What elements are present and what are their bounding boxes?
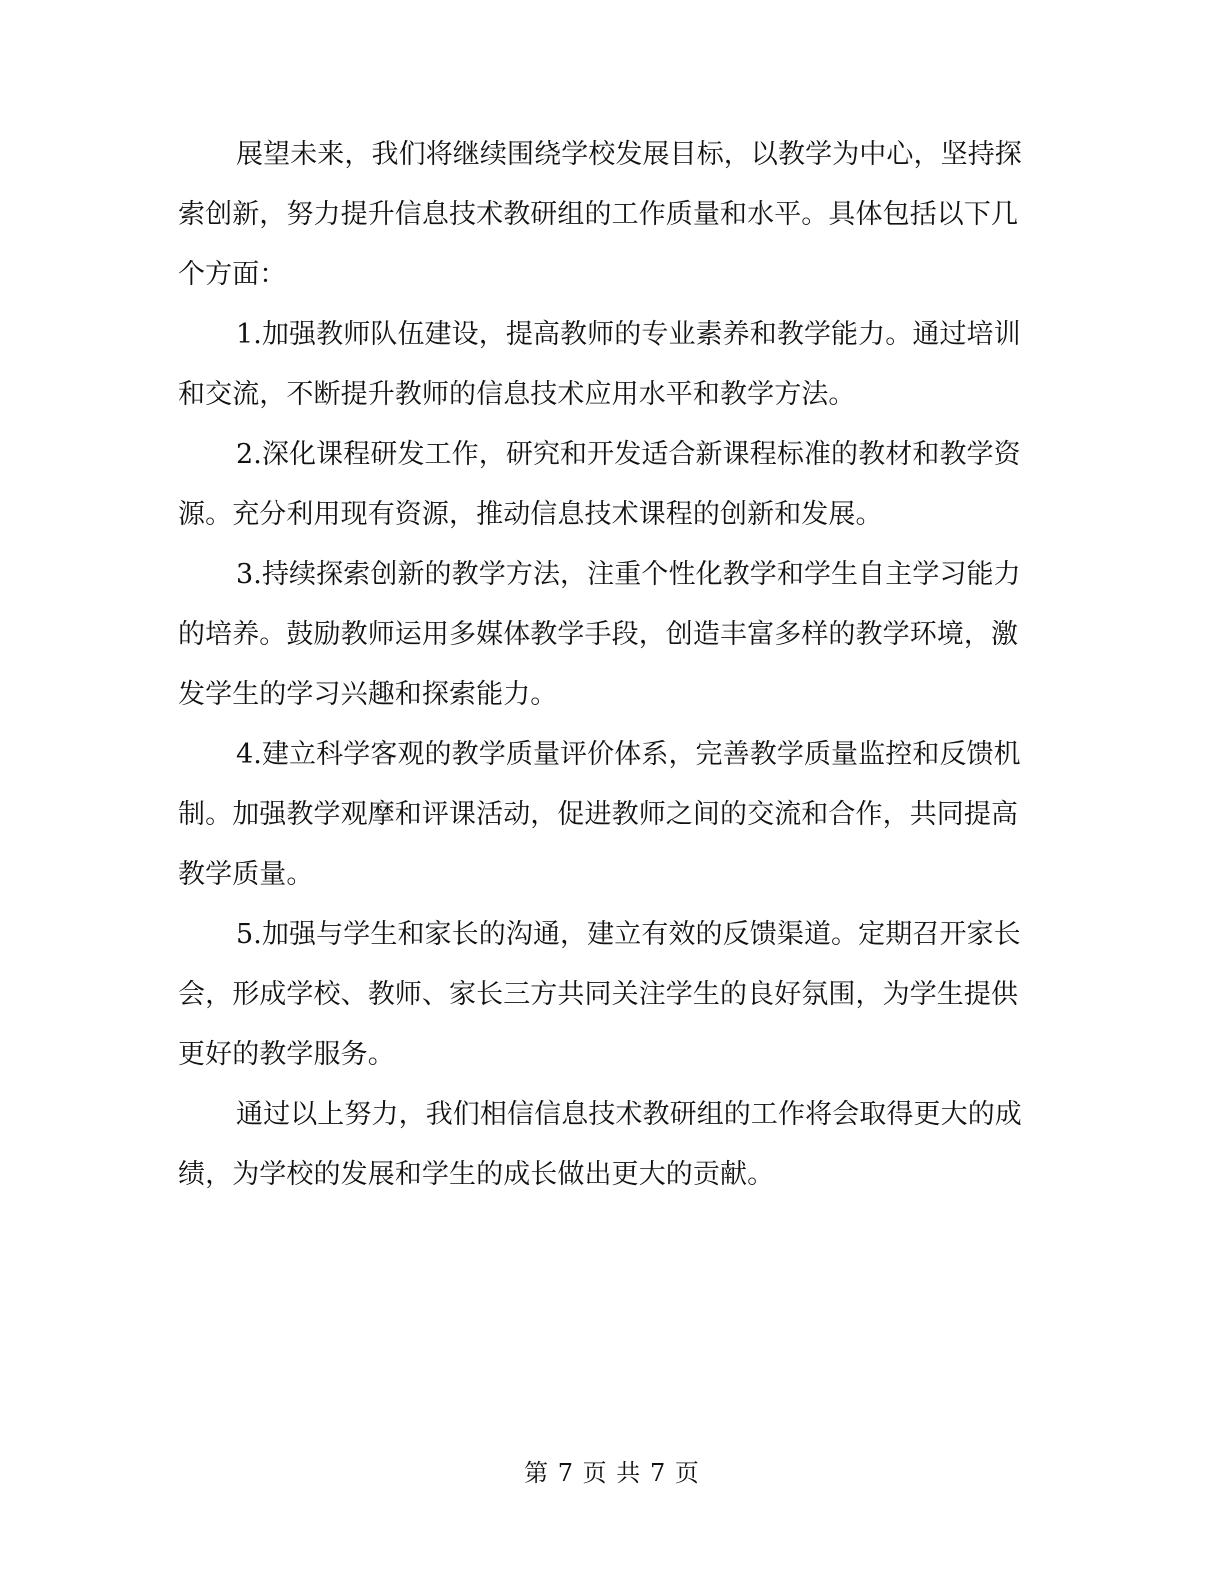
paragraph-item-4: 4.建立科学客观的教学质量评价体系，完善教学质量监控和反馈机制。加强教学观摩和评课活动，促进教师之间的交流和合作，共同提高教学质量。 — [178, 739, 1021, 890]
paragraph-outlook: 展望未来，我们将继续围绕学校发展目标，以教学为中心，坚持探索创新，努力提升信息技术教研组的工作质量和水平。具体包括以下几个方面： — [178, 139, 1022, 290]
paragraph-item-2: 2.深化课程研发工作，研究和开发适合新课程标准的教材和教学资源。充分利用现有资源，推动信息技术课程的创新和发展。 — [178, 439, 1021, 530]
paragraph-item-5: 5.加强与学生和家长的沟通，建立有效的反馈渠道。定期召开家长会，形成学校、教师、家长三方共同关注学生的良好氛围，为学生提供更好的教学服务。 — [178, 919, 1021, 1070]
document-body — [178, 125, 1038, 1205]
paragraph-item-3: 3.持续探索创新的教学方法，注重个性化教学和学生自主学习能力的培养。鼓励教师运用多媒体教学手段，创造丰富多样的教学环境，激发学生的学习兴趣和探索能力。 — [178, 559, 1021, 710]
page-number-footer: 第 7 页 共 7 页 — [524, 1459, 700, 1487]
paragraph-conclusion: 通过以上努力，我们相信信息技术教研组的工作将会取得更大的成绩，为学校的发展和学生的成长做出更大的贡献。 — [178, 1099, 1022, 1190]
paragraph-item-1: 1.加强教师队伍建设，提高教师的专业素养和教学能力。通过培训和交流，不断提升教师的信息技术应用水平和教学方法。 — [178, 319, 1021, 410]
